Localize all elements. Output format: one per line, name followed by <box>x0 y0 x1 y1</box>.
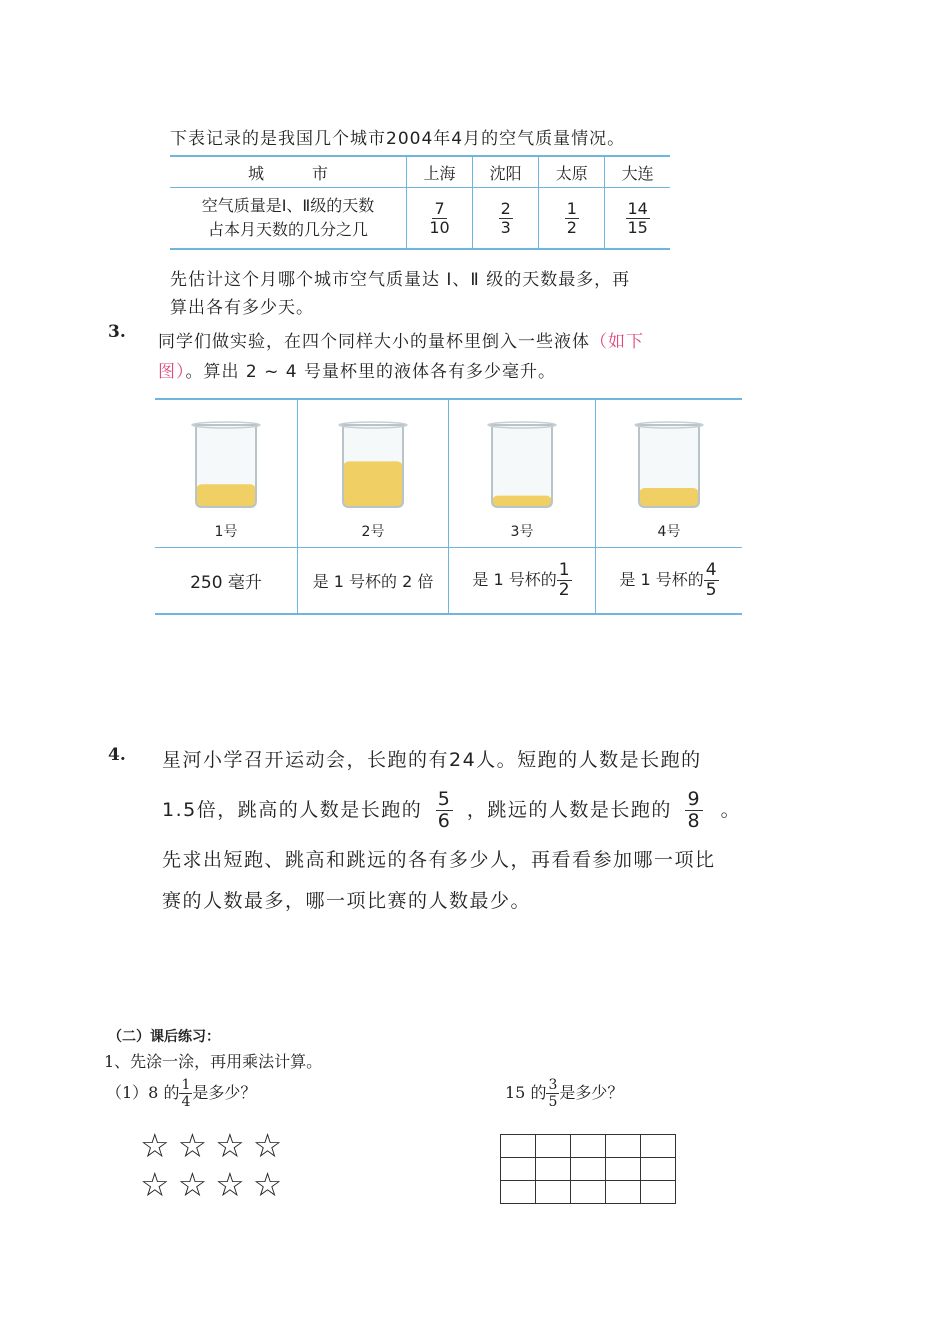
row-label-line1: 空气质量是Ⅰ、Ⅱ级的天数 <box>201 196 375 215</box>
beaker-icon <box>184 415 268 515</box>
numerator: 1 <box>558 560 570 580</box>
denominator: 2 <box>566 217 577 237</box>
sub1-text-a: （1）8 的 <box>106 1083 180 1102</box>
beaker-cell <box>298 399 449 548</box>
city-header: 上海 <box>407 156 473 188</box>
practice-heading: （二）课后练习： <box>108 1029 220 1045</box>
denominator: 5 <box>548 1094 558 1110</box>
sub2-text-a: 15 的 <box>505 1083 547 1102</box>
denominator: 15 <box>627 217 648 237</box>
numerator: 9 <box>687 788 702 810</box>
practice-item1: 1、先涂一涂，再用乘法计算。 <box>104 1052 323 1071</box>
denominator: 2 <box>558 580 570 600</box>
q4-line4: 赛的人数最多，哪一项比赛的人数最少。 <box>162 890 532 912</box>
cup-value: 是 1 号杯的 <box>472 570 557 589</box>
grid-cell[interactable] <box>641 1135 676 1158</box>
fraction-cell <box>605 188 670 250</box>
grid-cell[interactable] <box>641 1158 676 1181</box>
beaker-cell <box>155 399 298 548</box>
beaker-icon <box>331 415 415 515</box>
beaker-cell <box>596 399 743 548</box>
grid-cell[interactable] <box>606 1181 641 1204</box>
star-row-2[interactable]: ☆☆☆☆ <box>140 1165 291 1204</box>
numerator: 2 <box>500 198 511 218</box>
beaker-glass <box>635 425 703 507</box>
q3-text1: 同学们做实验，在四个同样大小的量杯里倒入一些液体 <box>158 332 590 352</box>
beaker-icon <box>480 415 564 515</box>
grid-cell[interactable] <box>501 1181 536 1204</box>
cup-label: 1号 <box>214 524 238 540</box>
practice-sub1 <box>106 1078 256 1109</box>
q3-line1 <box>158 327 644 352</box>
grid-row <box>501 1181 676 1204</box>
grid-cell[interactable] <box>501 1158 536 1181</box>
q3-pink2: 图） <box>158 362 186 382</box>
cup-value: 是 1 号杯的 2 倍 <box>298 548 449 615</box>
beaker-glass <box>192 425 260 507</box>
q4-line2 <box>162 785 741 835</box>
practice-sub2 <box>505 1078 623 1109</box>
grid-cell[interactable] <box>536 1158 571 1181</box>
city-header: 沈阳 <box>473 156 539 188</box>
q3-text2: 。算出 2 ~ 4 号量杯里的液体各有多少毫升。 <box>185 362 556 382</box>
denominator: 5 <box>705 580 717 600</box>
beaker-table <box>155 398 742 615</box>
numerator: 14 <box>627 198 648 218</box>
grid-cell[interactable] <box>501 1135 536 1158</box>
q3-line2 <box>158 357 556 382</box>
fraction-cell <box>539 188 605 250</box>
beaker-icon <box>627 415 711 515</box>
q2-question-line2: 算出各有多少天。 <box>170 298 314 318</box>
q4-line1: 星河小学召开运动会，长跑的有24人。短跑的人数是长跑的 <box>162 749 702 771</box>
cup-value-cell <box>449 548 596 615</box>
q4-number: 4. <box>108 745 126 765</box>
fraction-cell <box>407 188 473 250</box>
grid-cell[interactable] <box>606 1135 641 1158</box>
denominator: 6 <box>437 810 452 832</box>
q4-line2-a: 1.5倍，跳高的人数是长跑的 <box>162 799 423 821</box>
q3-number: 3. <box>108 322 126 342</box>
cup-value: 250 毫升 <box>155 548 298 615</box>
beaker-glass <box>339 425 407 507</box>
cup-value: 是 1 号杯的 <box>619 570 704 589</box>
row-label <box>170 188 407 250</box>
numerator: 3 <box>548 1077 558 1093</box>
city-header: 大连 <box>605 156 670 188</box>
q2-question-line1: 先估计这个月哪个城市空气质量达 Ⅰ、Ⅱ 级的天数最多，再 <box>170 270 631 290</box>
q4-line2-b: ，跳远的人数是长跑的 <box>466 799 672 821</box>
denominator: 4 <box>181 1094 191 1110</box>
grid-cell[interactable] <box>536 1181 571 1204</box>
row-label-line2: 占本月天数的几分之几 <box>207 220 368 239</box>
fraction-cell <box>473 188 539 250</box>
cup-value-cell <box>596 548 743 615</box>
grid-row <box>501 1135 676 1158</box>
grid-cell[interactable] <box>571 1158 606 1181</box>
numerator: 5 <box>437 788 452 810</box>
q4-line2-c: 。 <box>720 799 742 821</box>
numerator: 7 <box>434 198 445 218</box>
grid-cell[interactable] <box>571 1181 606 1204</box>
numerator: 1 <box>181 1077 191 1093</box>
numerator: 1 <box>566 198 577 218</box>
header-city: 城 市 <box>170 156 407 188</box>
air-quality-table <box>170 155 670 250</box>
grid-cell[interactable] <box>571 1135 606 1158</box>
denominator: 3 <box>500 217 511 237</box>
sub1-text-b: 是多少？ <box>192 1083 257 1102</box>
star-row-1[interactable]: ☆☆☆☆ <box>140 1126 291 1165</box>
beaker-glass <box>488 425 556 507</box>
grid-row <box>501 1158 676 1181</box>
grid-cell[interactable] <box>606 1158 641 1181</box>
city-header: 太原 <box>539 156 605 188</box>
denominator: 10 <box>429 217 450 237</box>
q2-intro: 下表记录的是我国几个城市2004年4月的空气质量情况。 <box>170 129 626 149</box>
cup-label: 3号 <box>510 524 534 540</box>
beaker-cell <box>449 399 596 548</box>
q4-line3: 先求出短跑、跳高和跳远的各有多少人，再看看参加哪一项比 <box>162 849 716 871</box>
cup-label: 2号 <box>361 524 385 540</box>
numerator: 4 <box>705 560 717 580</box>
denominator: 8 <box>687 810 702 832</box>
grid-cell[interactable] <box>641 1181 676 1204</box>
q3-pink1: （如下 <box>590 332 644 352</box>
coloring-grid <box>500 1134 676 1204</box>
grid-cell[interactable] <box>536 1135 571 1158</box>
cup-label: 4号 <box>657 524 681 540</box>
sub2-text-b: 是多少？ <box>559 1083 624 1102</box>
